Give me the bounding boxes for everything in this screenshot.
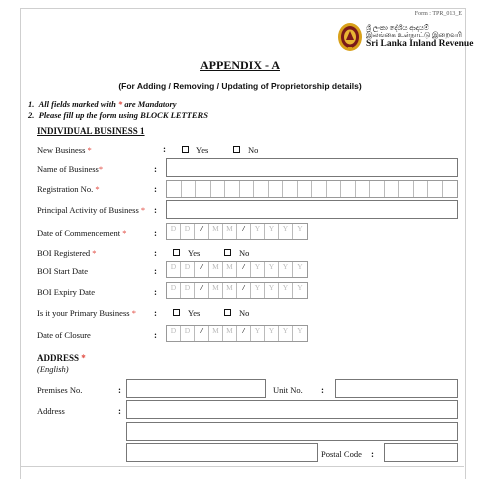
registration-no-cell[interactable] xyxy=(370,181,385,197)
page-subtitle: (For Adding / Removing / Updating of Proprietorship details) xyxy=(118,81,362,91)
address-line-1-input[interactable] xyxy=(126,400,458,419)
date-cell[interactable]: D xyxy=(181,283,195,298)
date-separator: / xyxy=(237,224,251,239)
date-commencement-input[interactable] xyxy=(166,223,308,240)
address-line-2-input[interactable] xyxy=(126,422,458,441)
mandatory-star: * xyxy=(140,205,146,215)
registration-no-cell[interactable] xyxy=(385,181,400,197)
date-cell[interactable]: Y xyxy=(251,283,265,298)
colon: : xyxy=(154,266,157,276)
section-title: INDIVIDUAL BUSINESS 1 xyxy=(37,126,145,136)
colon: : xyxy=(321,385,324,395)
note-1 xyxy=(28,99,177,109)
date-cell[interactable]: Y xyxy=(251,224,265,239)
mandatory-star: * xyxy=(131,308,136,318)
label-registration-no xyxy=(37,184,100,194)
date-cell[interactable]: Y xyxy=(265,283,279,298)
registration-no-input[interactable] xyxy=(166,180,458,198)
date-cell[interactable]: D xyxy=(181,326,195,341)
registration-no-cell[interactable] xyxy=(167,181,182,197)
primary-business-yes-checkbox[interactable] xyxy=(173,309,180,316)
yes-label: Yes xyxy=(188,308,201,318)
label-text: Date of Closure xyxy=(37,330,91,340)
date-cell[interactable]: M xyxy=(223,326,237,341)
label-date-closure xyxy=(37,330,91,340)
label-boi-start xyxy=(37,266,88,276)
registration-no-cell[interactable] xyxy=(428,181,443,197)
date-separator: / xyxy=(195,326,209,341)
no-label: No xyxy=(248,145,259,155)
label-postal-code: Postal Code xyxy=(321,449,362,459)
note-number: 2. xyxy=(28,110,35,120)
registration-no-cell[interactable] xyxy=(327,181,342,197)
registration-no-cell[interactable] xyxy=(298,181,313,197)
registration-no-cell[interactable] xyxy=(269,181,284,197)
boi-registered-yes-checkbox[interactable] xyxy=(173,249,180,256)
date-cell[interactable]: Y xyxy=(279,262,293,277)
dept-tamil: இலங்கை உள்நாட்டு இறைவரி xyxy=(366,31,462,39)
dept-sinhala: ශ්‍රී ලංකා දේශීය ආදායම් xyxy=(366,24,429,32)
registration-no-cell[interactable] xyxy=(312,181,327,197)
boi-expiry-date-input[interactable] xyxy=(166,282,308,299)
date-separator: / xyxy=(237,283,251,298)
date-cell[interactable]: M xyxy=(223,262,237,277)
label-premises-no: Premises No. xyxy=(37,385,83,395)
date-cell[interactable]: Y xyxy=(297,283,303,292)
name-of-business-input[interactable] xyxy=(166,158,458,177)
form-code: Form : TPR_013_E xyxy=(414,11,462,17)
label-text: Name of Business xyxy=(37,164,99,174)
page-divider xyxy=(20,466,464,467)
colon: : xyxy=(154,205,157,215)
address-title-text: ADDRESS xyxy=(37,353,80,363)
label-unit-no: Unit No. xyxy=(273,385,303,395)
note-text: All fields marked with xyxy=(38,99,116,109)
mandatory-star: * xyxy=(81,353,86,363)
registration-no-cell[interactable] xyxy=(182,181,197,197)
new-business-no-checkbox[interactable] xyxy=(233,146,240,153)
label-text: Is it your Primary Business xyxy=(37,308,130,318)
registration-no-cell[interactable] xyxy=(414,181,429,197)
no-label: No xyxy=(239,308,250,318)
registration-no-cell[interactable] xyxy=(196,181,211,197)
label-boi-registered xyxy=(37,248,97,258)
colon: : xyxy=(154,287,157,297)
registration-no-cell[interactable] xyxy=(399,181,414,197)
date-separator: / xyxy=(195,224,209,239)
date-cell[interactable]: Y xyxy=(251,326,265,341)
registration-no-cell[interactable] xyxy=(240,181,255,197)
registration-no-cell[interactable] xyxy=(283,181,298,197)
department-name xyxy=(366,25,473,49)
label-text: BOI Expiry Date xyxy=(37,287,96,297)
mandatory-star: * xyxy=(98,164,104,174)
emblem-logo-icon xyxy=(337,22,363,52)
label-text: Registration No. xyxy=(37,184,94,194)
label-text: Date of Commencement xyxy=(37,228,121,238)
label-date-commencement xyxy=(37,228,126,238)
address-language: (English) xyxy=(37,364,69,374)
date-cell[interactable]: Y xyxy=(251,262,265,277)
date-cell[interactable]: Y xyxy=(297,224,303,233)
registration-no-cell[interactable] xyxy=(225,181,240,197)
date-cell[interactable]: D xyxy=(181,262,195,277)
note-number: 1. xyxy=(28,99,35,109)
mandatory-star: * xyxy=(95,184,100,194)
note-text-rest: are Mandatory xyxy=(124,99,177,109)
label-text: BOI Registered xyxy=(37,248,91,258)
label-name-of-business xyxy=(37,164,103,174)
principal-activity-input[interactable] xyxy=(166,200,458,219)
label-boi-expiry xyxy=(37,287,95,297)
new-business-yes-checkbox[interactable] xyxy=(182,146,189,153)
label-principal-activity xyxy=(37,205,145,215)
date-cell[interactable]: M xyxy=(223,224,237,239)
colon: : xyxy=(154,308,157,318)
date-separator: / xyxy=(195,283,209,298)
date-cell[interactable]: Y xyxy=(279,326,293,341)
label-text: BOI Start Date xyxy=(37,266,88,276)
date-cell[interactable]: Y xyxy=(265,262,279,277)
label-new-business xyxy=(37,145,92,155)
label-text: New Business xyxy=(37,145,86,155)
mandatory-star: * xyxy=(122,228,127,238)
colon: : xyxy=(154,184,157,194)
premises-no-input[interactable] xyxy=(126,379,266,398)
note-text: Please fill up the form using BLOCK LETTERS xyxy=(38,110,208,120)
page-title: APPENDIX - A xyxy=(200,58,280,72)
colon: : xyxy=(371,449,374,459)
colon: : xyxy=(154,248,157,258)
label-text: Principal Activity of Business xyxy=(37,205,139,215)
date-cell[interactable]: Y xyxy=(297,262,303,271)
date-cell[interactable]: Y xyxy=(279,283,293,298)
yes-label: Yes xyxy=(196,145,209,155)
label-address: Address xyxy=(37,406,65,416)
mandatory-star: * xyxy=(92,248,97,258)
registration-no-cell[interactable] xyxy=(443,181,458,197)
boi-start-date-input[interactable] xyxy=(166,261,308,278)
date-cell[interactable]: D xyxy=(167,224,181,239)
date-cell[interactable]: M xyxy=(223,283,237,298)
date-cell[interactable]: M xyxy=(209,326,223,341)
address-heading xyxy=(37,353,86,363)
colon: : xyxy=(154,228,157,238)
date-closure-input[interactable] xyxy=(166,325,308,342)
label-primary-business xyxy=(37,308,136,318)
date-cell[interactable]: D xyxy=(167,326,181,341)
date-cell[interactable]: M xyxy=(209,224,223,239)
dept-english: Sri Lanka Inland Revenue xyxy=(366,39,474,49)
mandatory-star: * xyxy=(87,145,92,155)
date-separator: / xyxy=(237,326,251,341)
colon: : xyxy=(118,406,121,416)
unit-no-input[interactable] xyxy=(335,379,458,398)
no-label: No xyxy=(239,248,250,258)
mandatory-star: * xyxy=(117,99,123,109)
date-separator: / xyxy=(237,262,251,277)
registration-no-cell[interactable] xyxy=(356,181,371,197)
registration-no-cell[interactable] xyxy=(341,181,356,197)
colon: : xyxy=(154,330,157,340)
boi-registered-no-checkbox[interactable] xyxy=(224,249,231,256)
colon: : xyxy=(118,385,121,395)
postal-code-input[interactable] xyxy=(384,443,458,462)
date-cell[interactable]: D xyxy=(167,262,181,277)
registration-no-cell[interactable] xyxy=(211,181,226,197)
date-separator: / xyxy=(195,262,209,277)
colon: : xyxy=(163,144,166,154)
date-cell[interactable]: Y xyxy=(265,326,279,341)
date-cell[interactable]: Y xyxy=(265,224,279,239)
yes-label: Yes xyxy=(188,248,201,258)
date-cell[interactable]: M xyxy=(209,283,223,298)
date-cell[interactable]: D xyxy=(167,283,181,298)
registration-no-cell[interactable] xyxy=(254,181,269,197)
primary-business-no-checkbox[interactable] xyxy=(224,309,231,316)
address-line-3-input[interactable] xyxy=(126,443,318,462)
date-cell[interactable]: D xyxy=(181,224,195,239)
note-2 xyxy=(28,110,208,120)
colon: : xyxy=(154,164,157,174)
date-cell[interactable]: M xyxy=(209,262,223,277)
date-cell[interactable]: Y xyxy=(279,224,293,239)
date-cell[interactable]: Y xyxy=(297,326,303,335)
